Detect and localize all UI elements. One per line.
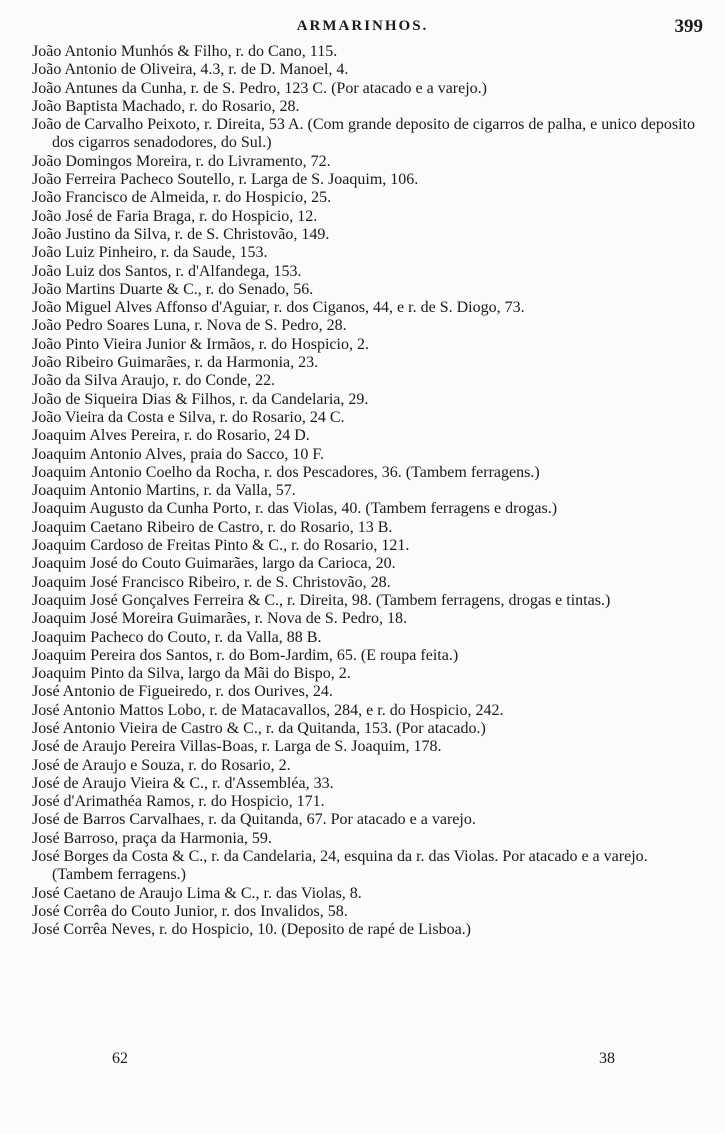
directory-entry: Joaquim Pereira dos Santos, r. do Bom-Jardim, 65. (E roupa feita.) [32,646,459,664]
directory-entry: Joaquim Antonio Coelho da Rocha, r. dos Pescadores, 36. (Tambem ferragens.) [32,463,540,481]
directory-entry: José Antonio Mattos Lobo, r. de Matacavallos, 284, e r. do Hospicio, 242. [32,701,504,719]
directory-entry: João Ribeiro Guimarães, r. da Harmonia, 23. [32,354,319,372]
directory-entry: José Barroso, praça da Harmonia, 59. [32,829,272,847]
directory-entry: João Francisco de Almeida, r. do Hospicio, 25. [32,189,332,207]
directory-entry: João Martins Duarte & C., r. do Senado, 56. [32,280,314,298]
directory-entry: Joaquim Cardoso de Freitas Pinto & C., r. do Rosario, 121. [32,537,410,555]
directory-entry: José Caetano de Araujo Lima & C., r. das Violas, 8. [32,884,362,902]
directory-entry: João Antonio Munhós & Filho, r. do Cano, 115. [32,43,338,60]
directory-entry: José de Barros Carvalhaes, r. da Quitanda, 67. Por atacado e a varejo. [32,811,476,829]
directory-entry: Joaquim José Francisco Ribeiro, r. de S. Christovão, 28. [32,573,391,591]
directory-entry: João Luiz Pinheiro, r. da Saude, 153. [32,244,268,262]
directory-entry: Joaquim Antonio Alves, praia do Sacco, 10 F. [32,445,325,463]
directory-entry: Joaquim Pacheco do Couto, r. da Valla, 88 B. [32,628,322,646]
directory-entry: João da Silva Araujo, r. do Conde, 22. [32,372,276,390]
directory-entry: João Antunes da Cunha, r. de S. Pedro, 123 C. (Por atacado e a varejo.) [32,79,488,97]
directory-entry: João Ferreira Pacheco Soutello, r. Larga de S. Joaquim, 106. [32,171,419,189]
directory-entry: Joaquim José Gonçalves Ferreira & C., r. Direita, 98. (Tambem ferragens, drogas e tintas.) [32,591,611,609]
directory-entry: José Borges da Costa & C., r. da Candelaria, 24, esquina da r. das Violas. Por atacado e a varejo. (Tambem ferragens.) [32,848,648,884]
directory-entry: Joaquim Alves Pereira, r. do Rosario, 24 D. [32,427,310,445]
directory-entry: João José de Faria Braga, r. do Hospicio, 12. [32,207,318,225]
directory-entry: João Pinto Vieira Junior & Irmãos, r. do Hospicio, 2. [32,335,369,353]
directory-entry: Joaquim José do Couto Guimarães, largo da Carioca, 20. [32,555,396,573]
directory-listing [32,43,704,940]
directory-entry: Joaquim Augusto da Cunha Porto, r. das Violas, 40. (Tambem ferragens e drogas.) [32,500,558,518]
directory-entry: João Baptista Machado, r. do Rosario, 28. [32,97,300,115]
directory-entry: João de Carvalho Peixoto, r. Direita, 53 A. (Com grande deposito de cigarros de palha, e unico deposito dos cigarros senadodores, do Sul.) [32,116,695,152]
running-head: ARMARINHOS. [296,18,429,34]
page-footer [0,1048,725,1072]
directory-entry: João Pedro Soares Luna, r. Nova de S. Pedro, 28. [32,317,347,335]
directory-entry: João Vieira da Costa e Silva, r. do Rosario, 24 C. [32,408,345,426]
directory-entry: João Miguel Alves Affonso d'Aguiar, r. dos Ciganos, 44, e r. de S. Diogo, 73. [32,299,525,317]
directory-entry: José de Araujo Vieira & C., r. d'Assembléa, 33. [32,774,334,792]
directory-entry: José de Araujo Pereira Villas-Boas, r. Larga de S. Joaquim, 178. [32,738,442,756]
directory-entry: José d'Arimathéa Ramos, r. do Hospicio, 171. [32,793,325,811]
directory-entry: João Domingos Moreira, r. do Livramento, 72. [32,152,331,170]
directory-entry: João Antonio de Oliveira, 4.3, r. de D. Manoel, 4. [32,61,349,79]
directory-entry: João de Siqueira Dias & Filhos, r. da Candelaria, 29. [32,390,369,408]
directory-entry: José de Araujo e Souza, r. do Rosario, 2. [32,756,291,774]
signature-mark-left: 62 [112,1050,128,1067]
directory-entry: Joaquim Pinto da Silva, largo da Mãi do Bispo, 2. [32,665,351,683]
directory-entry: João Luiz dos Santos, r. d'Alfandega, 153. [32,262,302,280]
directory-entry: José Corrêa Neves, r. do Hospicio, 10. (Deposito de rapé de Lisboa.) [32,921,471,939]
directory-entry: Joaquim Caetano Ribeiro de Castro, r. do Rosario, 13 B. [32,518,393,536]
directory-entry: José Antonio Vieira de Castro & C., r. da Quitanda, 153. (Por atacado.) [32,719,486,737]
page-header [0,10,725,42]
directory-entry: José Corrêa do Couto Junior, r. dos Invalidos, 58. [32,902,348,920]
directory-entry: José Antonio de Figueiredo, r. dos Ourives, 24. [32,683,333,701]
directory-entry: João Justino da Silva, r. de S. Christovão, 149. [32,225,330,243]
directory-entry: Joaquim Antonio Martins, r. da Valla, 57. [32,482,296,500]
signature-mark-right: 38 [599,1050,615,1067]
directory-entry: Joaquim José Moreira Guimarães, r. Nova de S. Pedro, 18. [32,610,408,628]
page-number: 399 [674,16,703,37]
